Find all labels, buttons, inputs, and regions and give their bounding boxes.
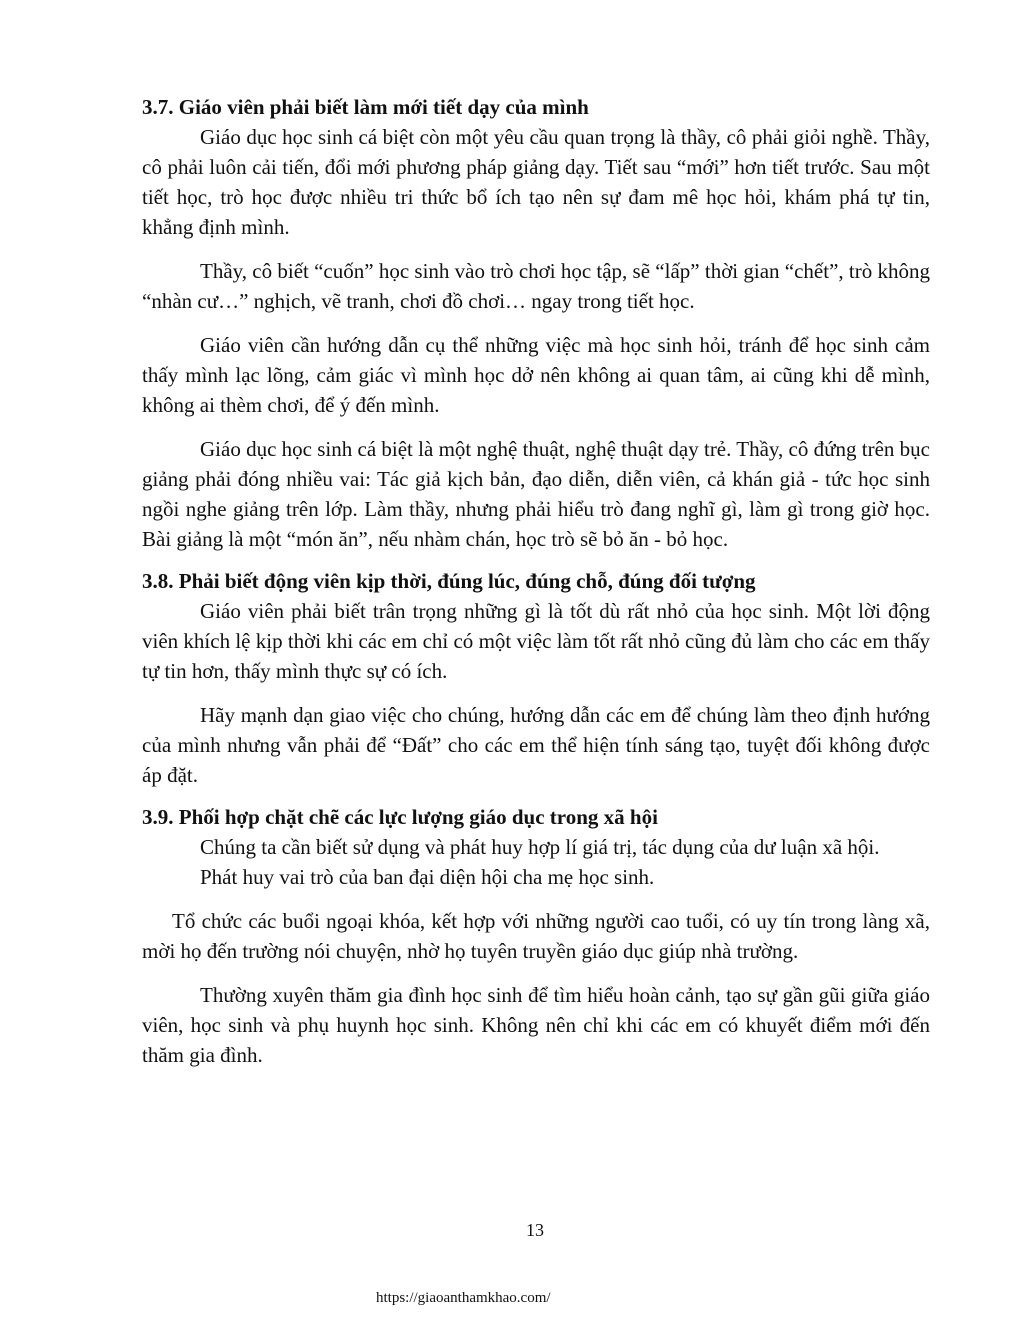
- paragraph: Giáo dục học sinh cá biệt còn một yêu cầu quan trọng là thầy, cô phải giỏi nghề. Thầy, cô phải luôn cải tiến, đổi mới phương pháp giảng dạy. Tiết sau “mới” hơn tiết trước. Sau một tiết học, trò học được nhiều tri thức bổ ích tạo nên sự đam mê học hỏi, khám phá tự tin, khẳng định mình.: [142, 125, 930, 239]
- paragraph: Giáo viên phải biết trân trọng những gì là tốt dù rất nhỏ của học sinh. Một lời động viên khích lệ kịp thời khi các em chỉ có một việc làm tốt rất nhỏ cũng đủ làm cho các em thấy tự tin hơn, thấy mình thực sự có ích.: [142, 599, 930, 683]
- paragraph: Thường xuyên thăm gia đình học sinh để tìm hiểu hoàn cảnh, tạo sự gần gũi giữa giáo viên, học sinh và phụ huynh học sinh. Không nên chỉ khi các em có khuyết điểm mới đến thăm gia đình.: [142, 983, 930, 1067]
- section-3-8: [142, 566, 930, 790]
- paragraph: Hãy mạnh dạn giao việc cho chúng, hướng dẫn các em để chúng làm theo định hướng của mình nhưng vẫn phải để “Đất” cho các em thể hiện tính sáng tạo, tuyệt đối không được áp đặt.: [142, 703, 930, 787]
- section-3-9: [142, 802, 930, 1070]
- paragraph: Phát huy vai trò của ban đại diện hội cha mẹ học sinh.: [200, 865, 655, 889]
- document-body: [142, 92, 930, 1070]
- paragraph: Giáo dục học sinh cá biệt là một nghệ thuật, nghệ thuật dạy trẻ. Thầy, cô đứng trên bục giảng phải đóng nhiều vai: Tác giả kịch bản, đạo diễn, diễn viên, cả khán giả - tức học sinh ngồi nghe giảng trên lớp. Làm thầy, nhưng phải hiểu trò đang nghĩ gì, làm gì trong giờ học. Bài giảng là một “món ăn”, nếu nhàm chán, học trò sẽ bỏ ăn - bỏ học.: [142, 437, 930, 551]
- section-heading: 3.7. Giáo viên phải biết làm mới tiết dạy của mình: [142, 95, 589, 119]
- section-heading: 3.9. Phối hợp chặt chẽ các lực lượng giáo dục trong xã hội: [142, 805, 658, 829]
- paragraph: Giáo viên cần hướng dẫn cụ thể những việc mà học sinh hỏi, tránh để học sinh cảm thấy mình lạc lõng, cảm giác vì mình học dở nên không ai quan tâm, ai cũng khi dễ mình, không ai thèm chơi, để ý đến mình.: [142, 333, 930, 417]
- page-number: 13: [526, 1220, 544, 1240]
- footer-url: https://giaoanthamkhao.com/: [376, 1290, 551, 1306]
- paragraph: Thầy, cô biết “cuốn” học sinh vào trò chơi học tập, sẽ “lấp” thời gian “chết”, trò không “nhàn cư…” nghịch, vẽ tranh, chơi đồ chơi… ngay trong tiết học.: [142, 259, 930, 313]
- section-3-7: [142, 92, 930, 554]
- section-heading: 3.8. Phải biết động viên kịp thời, đúng lúc, đúng chỗ, đúng đối tượng: [142, 569, 756, 593]
- paragraph: Chúng ta cần biết sử dụng và phát huy hợp lí giá trị, tác dụng của dư luận xã hội.: [200, 835, 880, 859]
- paragraph: Tổ chức các buổi ngoại khóa, kết hợp với những người cao tuổi, có uy tín trong làng xã, mời họ đến trường nói chuyện, nhờ họ tuyên truyền giáo dục giúp nhà trường.: [142, 909, 930, 963]
